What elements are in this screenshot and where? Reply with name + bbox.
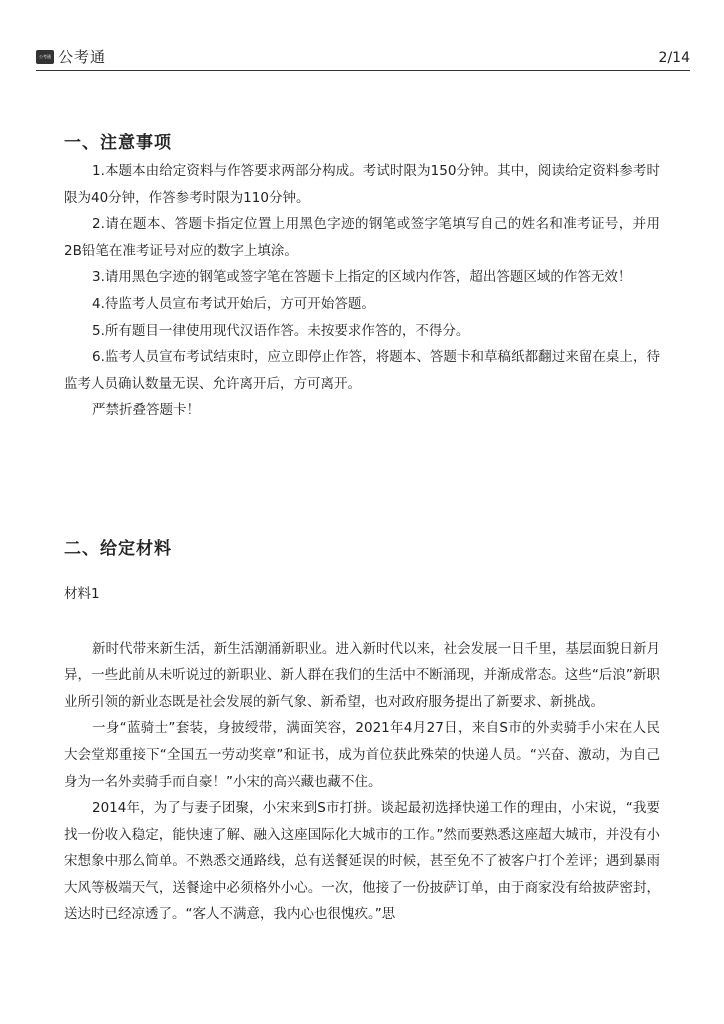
page-header: [36, 40, 690, 71]
notice-item: 4.待监考人员宣布考试开始后，方可开始答题。: [92, 295, 375, 312]
page-content: [64, 128, 660, 928]
materials-title: 二、给定材料: [64, 538, 172, 559]
material-paragraph: 新时代带来新生活，新生活潮涌新职业。进入新时代以来，社会发展一日千里，基层面貌日新月异，一些此前从未听说过的新职业、新人群在我们的生活中不断涌现，并渐成常态。这些“后浪”新职业所引领的新业态既是社会发展的新气象、新希望，也对政府服务提出了新要求、新挑战。: [64, 640, 660, 710]
material-label: 材料1: [64, 585, 100, 602]
material-paragraph: 一身“蓝骑士”套装，身披绶带，满面笑容，2021年4月27日，来自S市的外卖骑手小宋在人民大会堂郑重接下“全国五一劳动奖章”和证书，成为首位获此殊荣的快递人员。“兴奋、激动，为自己身为一名外卖骑手而自豪！”小宋的高兴藏也藏不住。: [64, 720, 660, 790]
notice-item: 3.请用黑色字迹的钢笔或签字笔在答题卡上指定的区域内作答，超出答题区域的作答无效！: [92, 269, 632, 286]
notice-item: 1.本题本由给定资料与作答要求两部分构成。考试时限为150分钟。其中，阅读给定资料参考时限为40分钟，作答参考时限为110分钟。: [64, 163, 660, 206]
notice-title: 一、注意事项: [64, 133, 172, 153]
notice-warning: 严禁折叠答题卡！: [92, 402, 200, 419]
page-number: 2/14: [658, 50, 690, 66]
logo: [36, 46, 106, 67]
logo-icon: 公考通: [36, 50, 54, 64]
notice-item: 5.所有题目一律使用现代汉语作答。未按要求作答的，不得分。: [92, 322, 470, 339]
material-paragraph: 2014年，为了与妻子团聚，小宋来到S市打拼。谈起最初选择快递工作的理由，小宋说，“我要找一份收入稳定，能快速了解、融入这座国际化大城市的工作。”然而要熟悉这座超大城市，并没有小宋想象中那么简单。不熟悉交通路线，总有送餐延误的时候，甚至免不了被客户打个差评；遇到暴雨大风等极端天气，送餐途中必须格外小心。一次，他接了一份披萨订单，由于商家没有给披萨密封，送达时已经凉透了。“客人不满意，我内心也很愧疚。”思: [64, 800, 660, 923]
notice-item: 2.请在题本、答题卡指定位置上用黑色字迹的钢笔或签字笔填写自己的姓名和准考证号，并用2B铅笔在准考证号对应的数字上填涂。: [64, 216, 660, 259]
notice-item: 6.监考人员宣布考试结束时，应立即停止作答，将题本、答题卡和草稿纸都翻过来留在桌上，待监考人员确认数量无误、允许离开后，方可离开。: [64, 349, 660, 392]
logo-text: 公考通: [58, 48, 107, 66]
